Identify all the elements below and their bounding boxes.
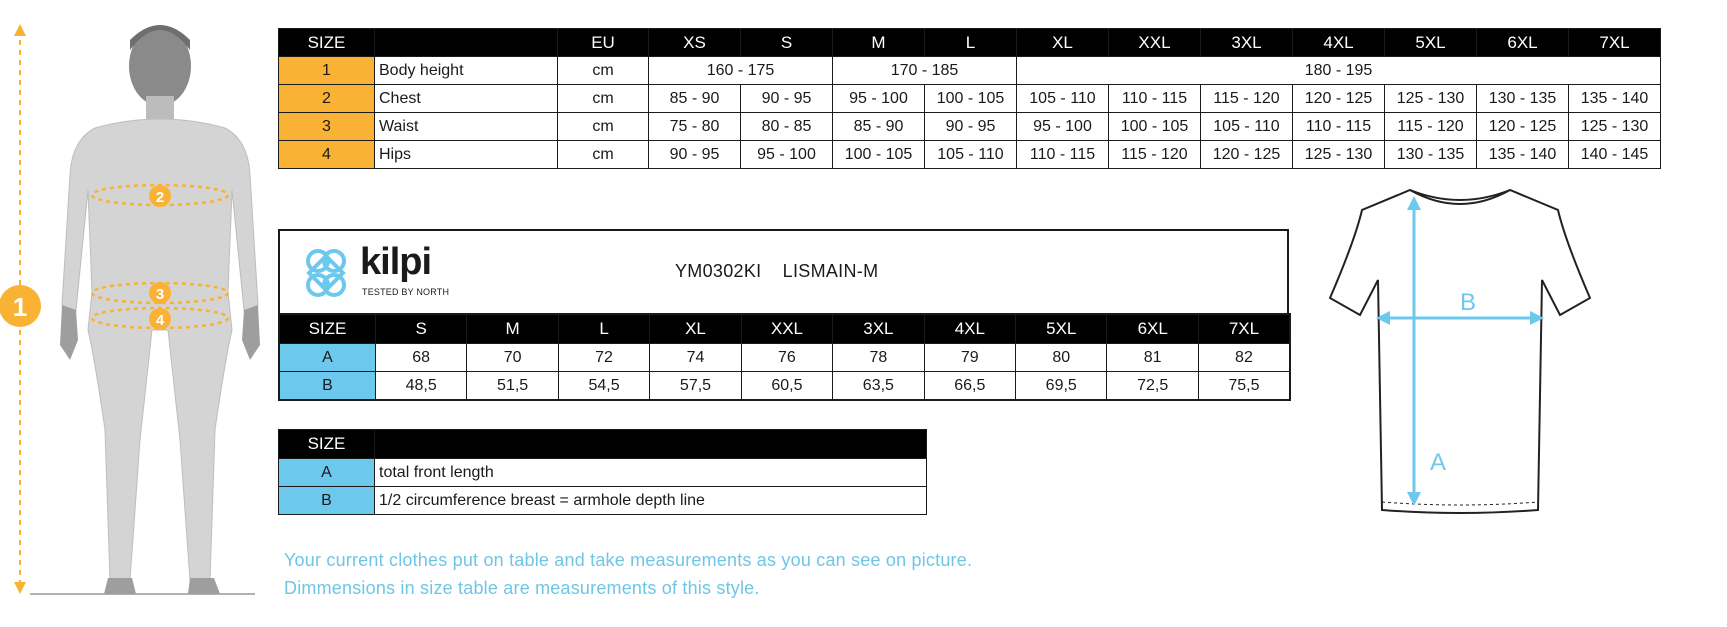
row-label: B [279, 372, 375, 401]
row-label: A [279, 459, 375, 487]
table-cell: 76 [741, 344, 832, 372]
dimension-label-a: A [1430, 449, 1447, 476]
body-size-table [278, 28, 1661, 169]
table-cell: 48,5 [375, 372, 466, 401]
table-cell: 115 - 120 [1201, 85, 1293, 113]
dimensions-note: Dimmensions in size table are measurements of this style. [284, 578, 760, 598]
marker-1: 1 [12, 292, 28, 322]
header-xl: XL [650, 314, 741, 344]
table-cell: 95 - 100 [1017, 113, 1109, 141]
header-eu: EU [558, 29, 649, 57]
row-number: 4 [279, 141, 375, 169]
table-row [279, 57, 1661, 85]
table-cell: 180 - 195 [1017, 57, 1661, 85]
table-cell: 79 [924, 344, 1015, 372]
table-cell: 125 - 130 [1293, 141, 1385, 169]
table-cell: 100 - 105 [925, 85, 1017, 113]
brand-wordmark: kilpi [360, 241, 432, 283]
header-row [279, 314, 1290, 344]
table-cell: 80 [1016, 344, 1107, 372]
row-number: 1 [279, 57, 375, 85]
row-unit: cm [558, 141, 649, 169]
table-cell: 72,5 [1107, 372, 1198, 401]
row-description: total front length [375, 459, 927, 487]
garment-size-table [278, 313, 1291, 401]
header-blank [375, 430, 927, 459]
header-5xl: 5XL [1016, 314, 1107, 344]
header-4xl: 4XL [1293, 29, 1385, 57]
table-cell: 120 - 125 [1293, 85, 1385, 113]
header-size: SIZE [279, 314, 375, 344]
table-cell: 120 - 125 [1477, 113, 1569, 141]
table-row [279, 344, 1290, 372]
table-row [279, 141, 1661, 169]
header-l: L [558, 314, 649, 344]
table-cell: 110 - 115 [1293, 113, 1385, 141]
table-cell: 82 [1198, 344, 1290, 372]
table-cell: 115 - 120 [1109, 141, 1201, 169]
table-cell: 70 [467, 344, 558, 372]
row-number: 3 [279, 113, 375, 141]
table-row [279, 85, 1661, 113]
row-unit: cm [558, 85, 649, 113]
marker-4: 4 [155, 312, 165, 329]
table-cell: 80 - 85 [741, 113, 833, 141]
header-row [279, 29, 1661, 57]
table-cell: 74 [650, 344, 741, 372]
table-cell: 125 - 130 [1385, 85, 1477, 113]
header-6xl: 6XL [1477, 29, 1569, 57]
table-row [279, 113, 1661, 141]
table-cell: 51,5 [467, 372, 558, 401]
header-l: L [925, 29, 1017, 57]
header-s: S [741, 29, 833, 57]
row-label: Chest [375, 85, 558, 113]
brand-logo [296, 243, 456, 303]
table-row [279, 459, 927, 487]
table-cell: 135 - 140 [1569, 85, 1661, 113]
table-cell: 90 - 95 [741, 85, 833, 113]
header-7xl: 7XL [1198, 314, 1290, 344]
header-xxl: XXL [1109, 29, 1201, 57]
row-unit: cm [558, 113, 649, 141]
table-cell: 60,5 [741, 372, 832, 401]
table-cell: 57,5 [650, 372, 741, 401]
header-4xl: 4XL [924, 314, 1015, 344]
header-size: SIZE [279, 29, 375, 57]
header-m: M [467, 314, 558, 344]
row-label: B [279, 487, 375, 515]
table-cell: 63,5 [833, 372, 924, 401]
table-cell: 69,5 [1016, 372, 1107, 401]
header-5xl: 5XL [1385, 29, 1477, 57]
body-measurement-figure [0, 0, 270, 600]
header-blank [375, 29, 558, 57]
knot-icon [296, 243, 356, 303]
table-cell: 100 - 105 [833, 141, 925, 169]
table-cell: 100 - 105 [1109, 113, 1201, 141]
row-label: Body height [375, 57, 558, 85]
row-label: Hips [375, 141, 558, 169]
table-row [279, 372, 1290, 401]
row-label: Waist [375, 113, 558, 141]
header-s: S [375, 314, 466, 344]
table-cell: 120 - 125 [1201, 141, 1293, 169]
header-xxl: XXL [741, 314, 832, 344]
table-cell: 54,5 [558, 372, 649, 401]
header-6xl: 6XL [1107, 314, 1198, 344]
table-cell: 81 [1107, 344, 1198, 372]
header-m: M [833, 29, 925, 57]
header-3xl: 3XL [833, 314, 924, 344]
product-code: YM0302KI LISMAIN-M [675, 261, 879, 281]
header-xl: XL [1017, 29, 1109, 57]
table-cell: 135 - 140 [1477, 141, 1569, 169]
table-cell: 115 - 120 [1385, 113, 1477, 141]
table-cell: 95 - 100 [741, 141, 833, 169]
table-cell: 105 - 110 [1201, 113, 1293, 141]
tshirt-diagram [1310, 180, 1610, 520]
row-label: A [279, 344, 375, 372]
table-cell: 95 - 100 [833, 85, 925, 113]
header-row [279, 430, 927, 459]
table-row [279, 487, 927, 515]
table-cell: 85 - 90 [649, 85, 741, 113]
table-cell: 130 - 135 [1385, 141, 1477, 169]
table-cell: 75,5 [1198, 372, 1290, 401]
product-header [278, 229, 1289, 313]
header-3xl: 3XL [1201, 29, 1293, 57]
table-cell: 66,5 [924, 372, 1015, 401]
table-cell: 105 - 110 [1017, 85, 1109, 113]
table-cell: 125 - 130 [1569, 113, 1661, 141]
dimension-label-b: B [1460, 289, 1477, 316]
table-cell: 140 - 145 [1569, 141, 1661, 169]
table-cell: 170 - 185 [833, 57, 1017, 85]
header-size: SIZE [279, 430, 375, 459]
table-cell: 160 - 175 [649, 57, 833, 85]
marker-2: 2 [155, 189, 165, 206]
row-description: 1/2 circumference breast = armhole depth line [375, 487, 927, 515]
table-cell: 85 - 90 [833, 113, 925, 141]
table-cell: 68 [375, 344, 466, 372]
table-cell: 130 - 135 [1477, 85, 1569, 113]
measurement-legend-table [278, 429, 927, 515]
row-number: 2 [279, 85, 375, 113]
instruction-note: Your current clothes put on table and take measurements as you can see on picture. [284, 550, 973, 570]
header-7xl: 7XL [1569, 29, 1661, 57]
row-unit: cm [558, 57, 649, 85]
marker-3: 3 [155, 286, 165, 303]
brand-tagline: TESTED BY NORTH [362, 287, 450, 297]
table-cell: 110 - 115 [1017, 141, 1109, 169]
table-cell: 78 [833, 344, 924, 372]
table-cell: 75 - 80 [649, 113, 741, 141]
table-cell: 90 - 95 [649, 141, 741, 169]
header-xs: XS [649, 29, 741, 57]
table-cell: 72 [558, 344, 649, 372]
table-cell: 90 - 95 [925, 113, 1017, 141]
table-cell: 110 - 115 [1109, 85, 1201, 113]
table-cell: 105 - 110 [925, 141, 1017, 169]
